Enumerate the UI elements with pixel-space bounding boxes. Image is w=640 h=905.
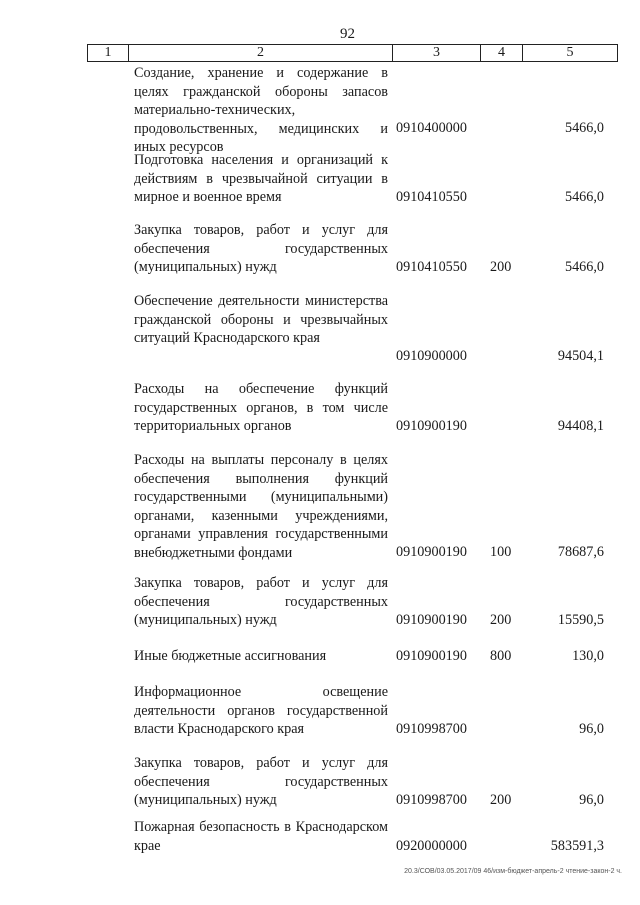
- row-description: Закупка товаров, работ и услуг для обеспечения государственных (муниципальных) нужд: [134, 222, 388, 275]
- row-kind: 200: [490, 259, 512, 275]
- row-description: Закупка товаров, работ и услуг для обеспечения государственных (муниципальных) нужд: [134, 755, 388, 808]
- row-amount: 5466,0: [564, 189, 604, 205]
- row-amount: 583591,3: [550, 838, 604, 854]
- row-description: Закупка товаров, работ и услуг для обеспечения государственных (муниципальных) нужд: [134, 575, 388, 628]
- row-description: Иные бюджетные ассигнования: [134, 648, 327, 664]
- row-kind: 100: [490, 544, 512, 560]
- header-col-5: 5: [566, 45, 574, 60]
- table-header: [87, 44, 618, 62]
- header-col-4: 4: [481, 45, 523, 61]
- header-col-2: 2: [129, 45, 393, 61]
- row-code: 0910998700: [396, 792, 467, 808]
- row-amount: 5466,0: [564, 259, 604, 275]
- row-kind: 800: [490, 648, 512, 664]
- row-code: 0920000000: [396, 838, 467, 854]
- row-amount: 96,0: [579, 792, 604, 808]
- page-number: 92: [340, 26, 355, 42]
- row-description: Пожарная безопасность в Краснодарском крае: [134, 819, 388, 854]
- row-description: Информационное освещение деятельности органов государственной власти Краснодарского края: [134, 684, 388, 737]
- row-code: 0910998700: [396, 721, 467, 737]
- footer-file-note: 20.3/СОВ/03.05.2017/09 46/изм-бюджет-апрель-2 чтение-закон-2 ч.: [404, 868, 622, 875]
- row-kind: 200: [490, 612, 512, 628]
- row-amount: 96,0: [579, 721, 604, 737]
- header-col-3: 3: [393, 45, 481, 61]
- row-description: Обеспечение деятельности министерства гражданской обороны и чрезвычайных ситуаций Краснодарского края: [134, 293, 388, 346]
- row-code: 0910900190: [396, 648, 467, 664]
- row-description: Подготовка населения и организаций к действиям в чрезвычайной ситуации в мирное и военное время: [134, 152, 388, 205]
- row-amount: 94408,1: [557, 418, 604, 434]
- row-amount: 5466,0: [564, 120, 604, 136]
- row-amount: 130,0: [572, 648, 604, 664]
- row-amount: 94504,1: [557, 348, 604, 364]
- row-description: Создание, хранение и содержание в целях гражданской обороны запасов материально-технических, продовольственных, медицинских и иных ресурсов: [134, 65, 388, 155]
- row-amount: 78687,6: [557, 544, 604, 560]
- row-code: 0910400000: [396, 120, 467, 136]
- row-code: 0910410550: [396, 259, 467, 275]
- row-amount: 15590,5: [557, 612, 604, 628]
- row-code: 0910900190: [396, 612, 467, 628]
- row-description: Расходы на обеспечение функций государственных органов, в том числе территориальных органов: [134, 381, 388, 434]
- row-description: Расходы на выплаты персоналу в целях обеспечения выполнения функций государственными (муниципальными) органами, казенными учреждениями, органами управления государственными внебюджетными фондами: [134, 452, 388, 561]
- row-code: 0910900000: [396, 348, 467, 364]
- row-code: 0910410550: [396, 189, 467, 205]
- row-kind: 200: [490, 792, 512, 808]
- row-code: 0910900190: [396, 544, 467, 560]
- row-code: 0910900190: [396, 418, 467, 434]
- header-col-1: 1: [88, 45, 129, 61]
